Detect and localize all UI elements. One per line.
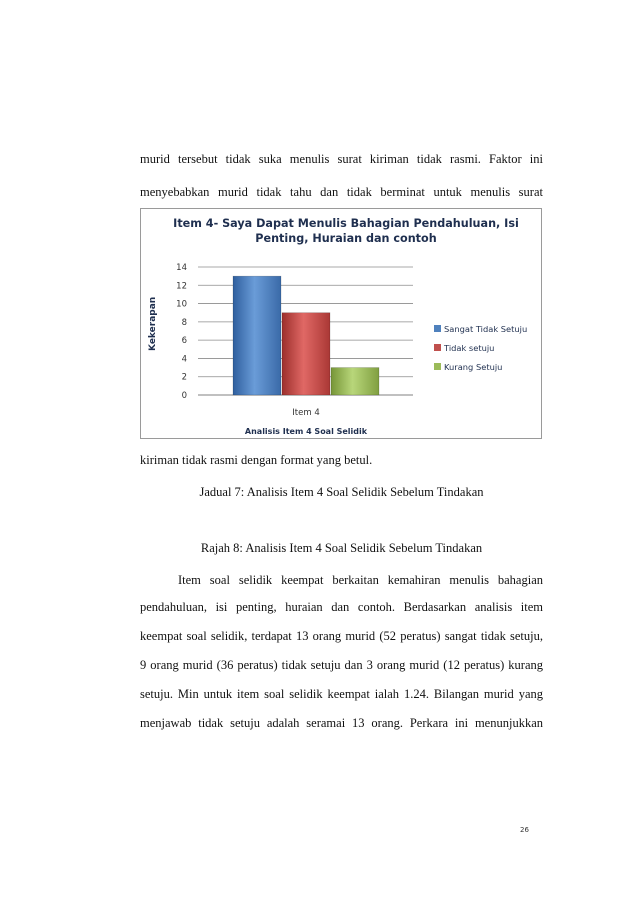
chart-title-line-2: Penting, Huraian dan contoh [255,232,437,245]
page-number: 26 [520,826,529,834]
legend-item-kurang-setuju [434,357,527,376]
legend-label: Sangat Tidak Setuju [444,323,528,334]
y-tick-label: 12 [176,281,187,292]
bar-kurang-setuju [331,368,379,395]
legend-item-sangat-tidak-setuju [434,319,527,338]
x-tick-label: Item 4 [292,408,320,418]
paragraph-line-3: keempat soal selidik, terdapat 13 orang murid (52 peratus) sangat tidak setuju, [140,629,543,643]
paragraph-line-5: setuju. Min untuk item soal selidik keempat ialah 1.24. Bilangan murid yang [140,687,543,701]
y-tick-label: 2 [181,372,187,383]
y-tick-label: 4 [181,354,187,365]
y-tick-label: 8 [181,317,187,328]
caption-jadual: Jadual 7: Analisis Item 4 Soal Selidik Sebelum Tindakan [199,485,484,499]
legend-swatch [434,363,441,370]
chart [140,208,542,439]
bar-sangat-tidak-setuju [233,276,281,395]
legend-swatch [434,325,441,332]
chart-ylabel: Kekerapan [148,296,158,351]
chart-xlabel: Analisis Item 4 Soal Selidik [244,427,368,436]
paragraph-line-1: Item soal selidik keempat berkaitan kemahiran menulis bahagian [178,573,543,587]
legend-label: Kurang Setuju [444,361,503,372]
legend-swatch [434,344,441,351]
chart-title-line-1: Item 4- Saya Dapat Menulis Bahagian Pendahuluan, Isi [173,217,519,230]
text-line-after-chart: kiriman tidak rasmi dengan format yang betul. [140,453,373,467]
legend-label: Tidak setuju [444,342,495,353]
paragraph-line-6: menjawab tidak setuju adalah seramai 13 orang. Perkara ini menunjukkan [140,716,543,730]
chart-legend [434,319,527,376]
y-tick-label: 0 [181,391,187,401]
caption-rajah: Rajah 8: Analisis Item 4 Soal Selidik Sebelum Tindakan [200,541,483,555]
bar-tidak-setuju [282,313,330,395]
legend-item-tidak-setuju [434,338,527,357]
paragraph-line-2: pendahuluan, isi penting, huraian dan contoh. Berdasarkan analisis item [140,600,543,614]
text-line-2: menyebabkan murid tidak tahu dan tidak berminat untuk menulis surat [140,185,543,199]
y-tick-label: 10 [176,299,187,310]
paragraph-line-4: 9 orang murid (36 peratus) tidak setuju dan 3 orang murid (12 peratus) kurang [140,658,543,672]
y-tick-label: 14 [176,263,187,273]
text-line-1: murid tersebut tidak suka menulis surat kiriman tidak rasmi. Faktor ini [140,152,543,166]
y-tick-label: 6 [181,336,187,347]
